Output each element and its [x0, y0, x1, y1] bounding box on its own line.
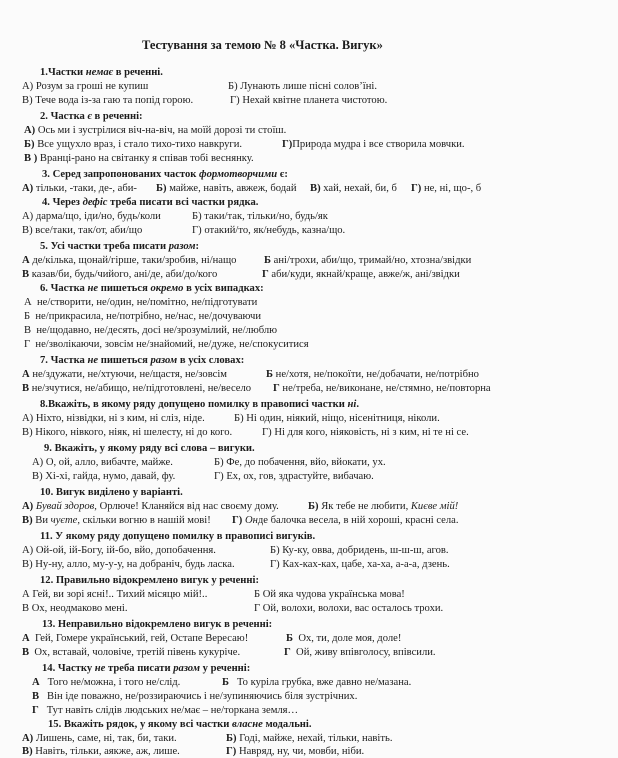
option-3a: А) тільки, -таки, де-, аби- [22, 183, 137, 194]
question-4: 4. Через дефіс треба писати всі частки рядка. [42, 197, 259, 208]
option-14a: А Того не/можна, і того не/слід. [32, 677, 181, 688]
question-7: 7. Частка не пишеться разом в усіх словах: [40, 355, 245, 366]
option-10c: В) Ви чуєте, скільки вогню в нашій мові! [22, 515, 211, 526]
question-5: 5. Усі частки треба писати разом: [40, 241, 200, 252]
question-12: 12. Правильно відокремлено вигук у реченні: [40, 575, 259, 586]
option-13b: Б Ох, ти, доле моя, доле! [286, 633, 402, 644]
option-12b: Б Ой яка чудова українська мова! [254, 589, 405, 600]
option-7c: В не/зчутися, не/абищо, не/підготовлені, не/весело [22, 383, 252, 394]
option-9a: А) О, ой, алло, вибачте, майже. [32, 457, 173, 468]
option-1a: А) Розум за гроші не купиш [22, 81, 149, 92]
option-6d: Г не/зволікаючи, зовсім не/знайомий, не/дуже, не/спокуситися [24, 339, 309, 350]
option-10a: А) Бувай здоров, Орлюче! Кланяйся від нас своєму дому. [22, 501, 279, 512]
question-2: 2. Частка є в реченні: [40, 111, 143, 122]
option-1b: Б) Лунають лише пісні солов’їні. [228, 81, 377, 92]
option-4a: А) дарма/що, іди/но, будь/коли [22, 211, 161, 222]
question-1: 1.Частки немає в реченні. [40, 67, 163, 78]
option-1c: В) Тече вода із-за гаю та попід горою. [22, 95, 194, 106]
option-7d: Г не/треба, не/виконане, не/стямно, не/повторна [273, 383, 491, 394]
option-12a: А Гей, ви зорі ясні!.. Тихий місяцю мій!.. [22, 589, 208, 600]
question-6: 6. Частка не пишеться окремо в усіх випадках: [40, 283, 264, 294]
question-13: 13. Неправильно відокремлено вигук в реченні: [42, 619, 273, 630]
option-14b: Б То куріла грубка, вже давно не/мазана. [222, 677, 412, 688]
option-8c: В) Нікого, нівкого, ніяк, ні шелесту, ні до кого. [22, 427, 233, 438]
option-11a: А) Ой-ой, ій-Богу, ій-бо, вйо, допобачення. [22, 545, 216, 556]
question-3: 3. Серед запропонованих часток формотворчими є: [42, 169, 288, 180]
option-8d: Г) Ні для кого, ніяковість, ні з ким, ні те ні се. [262, 427, 469, 438]
option-12d: Г Ой, волохи, волохи, вас осталось трохи. [254, 603, 444, 614]
option-7b: Б не/хотя, не/покоїти, не/добачати, не/потрібно [266, 369, 479, 380]
option-5c: В казав/би, будь/чийого, ані/де, аби/до/кого [22, 269, 218, 280]
option-2c: В ) Вранці-рано на світанку я співав тобі веснянку. [24, 153, 254, 164]
option-2d: Г)Природа мудра і все створила мовчки. [282, 139, 465, 150]
option-2b: Б) Все ущухло враз, і стало тихо-тихо навкруги. [24, 139, 243, 150]
option-6c: В не/щодавно, не/десять, досі не/зрозумілий, не/люблю [24, 325, 278, 336]
option-10d: Г) Онде балочка весела, в ній хороші, красні села. [232, 515, 459, 526]
option-11b: Б) Ку-ку, овва, добридень, ш-ш-ш, агов. [270, 545, 449, 556]
option-3d: Г) не, ні, що-, б [411, 183, 482, 194]
option-13c: В Ох, вставай, чоловіче, третій півень кукуріче. [22, 647, 241, 658]
option-6a: А не/створити, не/один, не/помітно, не/підготувати [24, 297, 258, 308]
option-11d: Г) Ках-ках-ках, цабе, ха-ха, а-а-а, дзень. [270, 559, 450, 570]
option-5b: Б ані/трохи, аби/що, тримай/но, хтозна/звідки [264, 255, 472, 266]
option-4b: Б) таки/так, тільки/но, будь/як [192, 211, 328, 222]
page-title: Тестування за темою № 8 «Частка. Вигук» [142, 38, 383, 52]
option-4d: Г) отакий/то, як/небудь, казна/що. [192, 225, 346, 236]
option-15d: Г) Навряд, ну, чи, мовби, ніби. [226, 746, 365, 757]
question-11: 11. У якому ряду допущено помилку в правописі вигуків. [40, 531, 316, 542]
option-9b: Б) Фе, до побачення, вйо, вйокати, ух. [214, 457, 386, 468]
option-3b: Б) майже, навіть, авжеж, бодай [156, 183, 297, 194]
option-8b: Б) Ні один, ніякий, ніщо, нісенітниця, ніколи. [234, 413, 440, 424]
option-15a: А) Лишень, саме, ні, так, би, таки. [22, 733, 177, 744]
question-10: 10. Вигук виділено у варіанті. [40, 487, 183, 498]
option-7a: А не/здужати, не/хтуючи, не/щастя, не/зовсім [22, 369, 228, 380]
option-8a: А) Ніхто, нізвідки, ні з ким, ні сліз, ніде. [22, 413, 205, 424]
option-3c: В) хай, нехай, би, б [310, 183, 397, 194]
option-14c: В Він іде поважно, не/роззираючись і не/зупиняючись біля зустрічних. [32, 691, 358, 702]
option-15b: Б) Годі, майже, нехай, тільки, навіть. [226, 733, 393, 744]
option-13a: А Гей, Гомере український, гей, Остапе Вересаю! [22, 633, 249, 644]
option-2a: А) Ось ми і зустрілися віч-на-віч, на моїй дорозі ти стоїш. [24, 125, 287, 136]
question-8: 8.Вкажіть, в якому ряду допущено помилку в правописі частки ні. [40, 399, 359, 410]
question-14: 14. Частку не треба писати разом у реченні: [42, 663, 251, 674]
question-9: 9. Вкажіть, у якому ряду всі слова – вигуки. [44, 443, 255, 454]
option-4c: В) все/таки, так/от, аби/що [22, 225, 143, 236]
option-13d: Г Ой, живу впівголосу, впівсили. [284, 647, 436, 658]
option-15c: В) Навіть, тільки, аякже, аж, лише. [22, 746, 180, 757]
option-11c: В) Ну-ну, алло, му-у-у, на добраніч, будь ласка. [22, 559, 235, 570]
option-6b: Б не/прикрасила, не/потрібно, не/нас, не/дочуваючи [24, 311, 262, 322]
option-5d: Г аби/куди, якнай/краще, авже/ж, ані/звідки [262, 269, 460, 280]
option-9c: В) Хі-хі, гайда, нумо, давай, фу. [32, 471, 176, 482]
question-15: 15. Вкажіть рядок, у якому всі частки власне модальні. [48, 719, 312, 730]
option-1d: Г) Нехай квітне планета чистотою. [230, 95, 388, 106]
option-12c: В Ох, неодмаково мені. [22, 603, 128, 614]
option-14d: Г Тут навіть слідів людських не/має – не/торкана земля… [32, 705, 299, 716]
option-10b: Б) Як тебе не любити, Києве мій! [308, 501, 459, 512]
option-5a: А де/кілька, щонай/гірше, таки/зробив, ні/нащо [22, 255, 237, 266]
option-9d: Г) Ех, ох, гов, здрастуйте, вибачаю. [214, 471, 374, 482]
